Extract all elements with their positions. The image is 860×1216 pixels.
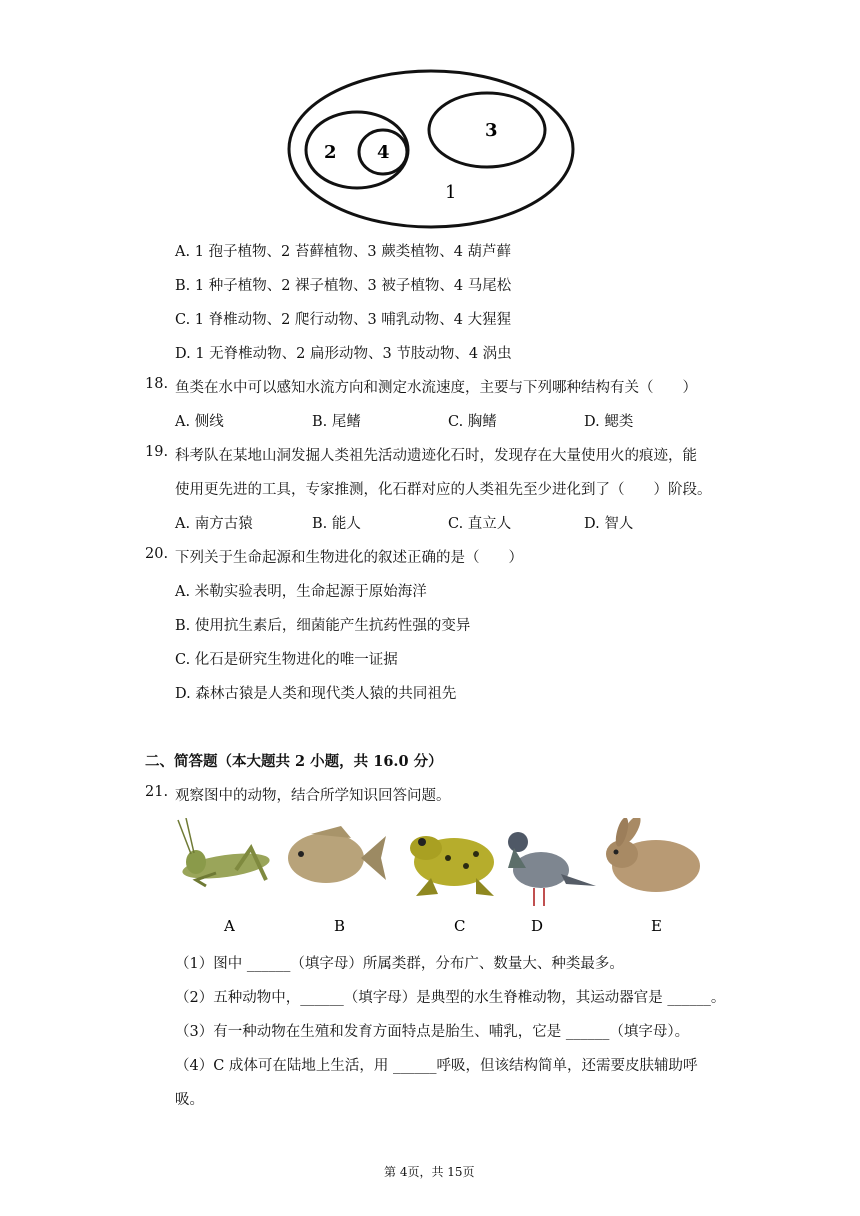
q21-number: 21. <box>145 784 169 800</box>
venn-label-2: 2 <box>324 142 337 163</box>
q20-option-c: C. 化石是研究生物进化的唯一证据 <box>175 652 398 668</box>
q20-option-a: A. 米勒实验表明，生命起源于原始海洋 <box>175 584 427 600</box>
q17-option-a: A. 1 孢子植物、2 苔藓植物、3 蕨类植物、4 葫芦藓 <box>175 244 512 260</box>
q19-stem-line2: 使用更先进的工具，专家推测，化石群对应的人类祖先至少进化到了（ ）阶段。 <box>175 482 712 498</box>
q19-option-d: D. 智人 <box>584 516 634 532</box>
q21-sub1: （1）图中 ______（填字母）所属类群，分布广、数量大、种类最多。 <box>175 956 624 972</box>
q21-sub4-line1: （4）C 成体可在陆地上生活，用 ______呼吸，但该结构简单，还需要皮肤辅助呼 <box>175 1058 698 1074</box>
grasshopper-image <box>178 818 271 886</box>
pigeon-image <box>508 832 596 906</box>
q19-number: 19. <box>145 444 169 460</box>
q19-option-a: A. 南方古猿 <box>175 516 253 532</box>
q19-stem-line1: 科考队在某地山洞发掘人类祖先活动遗迹化石时，发现存在大量使用火的痕迹，能 <box>175 448 697 464</box>
venn-label-3: 3 <box>485 120 498 141</box>
q20-option-b: B. 使用抗生素后，细菌能产生抗药性强的变异 <box>175 618 471 634</box>
q20-option-d: D. 森林古猿是人类和现代类人猿的共同祖先 <box>175 686 457 702</box>
venn-diagram <box>285 66 577 230</box>
q21-sub4-line2: 吸。 <box>175 1092 204 1108</box>
q19-option-c: C. 直立人 <box>448 516 512 532</box>
animal-label-d: D <box>531 917 544 935</box>
q18-option-a: A. 侧线 <box>175 414 224 430</box>
q18-number: 18. <box>145 376 169 392</box>
venn-label-1: 1 <box>445 182 457 203</box>
q18-option-c: C. 胸鳍 <box>448 414 497 430</box>
q21-sub3: （3）有一种动物在生殖和发育方面特点是胎生、哺乳，它是 ______（填字母）。 <box>175 1024 690 1040</box>
q20-number: 20. <box>145 546 169 562</box>
q21-sub2: （2）五种动物中，______（填字母）是典型的水生脊椎动物，其运动器官是 ______。 <box>175 990 726 1006</box>
animal-label-b: B <box>334 917 346 935</box>
section-title: 二、简答题（本大题共 2 小题，共 16.0 分） <box>145 753 443 770</box>
animal-figure <box>176 818 716 938</box>
venn-label-4: 4 <box>377 142 390 163</box>
q18-option-d: D. 鳃类 <box>584 414 634 430</box>
q17-option-b: B. 1 种子植物、2 裸子植物、3 被子植物、4 马尾松 <box>175 278 512 294</box>
q18-stem: 鱼类在水中可以感知水流方向和测定水流速度，主要与下列哪种结构有关（ ） <box>175 380 697 396</box>
animal-label-e: E <box>651 917 662 935</box>
animal-label-c: C <box>454 917 466 935</box>
rabbit-image <box>606 818 700 892</box>
frog-image <box>410 836 494 896</box>
q17-option-d: D. 1 无脊椎动物、2 扁形动物、3 节肢动物、4 涡虫 <box>175 346 512 362</box>
animal-label-a: A <box>224 917 235 935</box>
q19-option-b: B. 能人 <box>312 516 361 532</box>
q20-stem: 下列关于生命起源和生物进化的叙述正确的是（ ） <box>175 550 523 566</box>
q17-option-c: C. 1 脊椎动物、2 爬行动物、3 哺乳动物、4 大猩猩 <box>175 312 512 328</box>
page-footer: 第 4页，共 15页 <box>384 1165 475 1179</box>
q18-option-b: B. 尾鳍 <box>312 414 361 430</box>
fish-image <box>288 826 386 883</box>
q21-stem: 观察图中的动物，结合所学知识回答问题。 <box>175 788 451 804</box>
